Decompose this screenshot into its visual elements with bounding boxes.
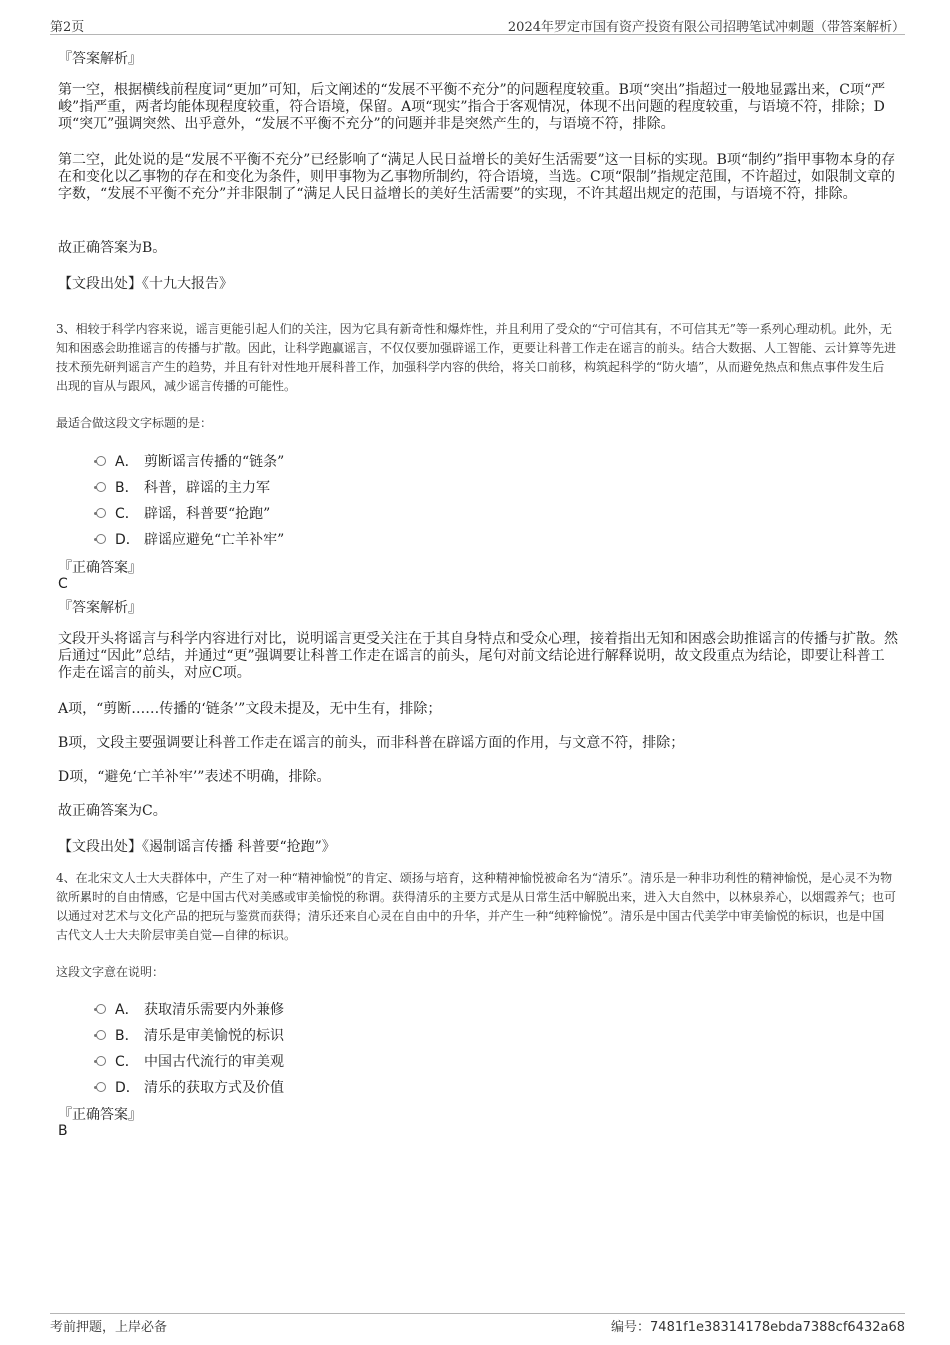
option-text: 辟谣应避免“亡羊补牢” [144, 532, 285, 548]
radio-icon[interactable] [96, 456, 106, 466]
q3-source: 【文段出处】《遏制谣言传播 科普要“抢跑”》 [58, 839, 336, 855]
q3-analysis-label: 『答案解析』 [58, 600, 142, 616]
q4-answer-label: 『正确答案』 [58, 1107, 142, 1123]
q3-analysis: 文段开头将谣言与科学内容进行对比，说明谣言更受关注在于其自身特点和受众心理，接着指出无知和困惑会助推谣言的传播与扩散。然后通过“因此”总结，并通过“更”强调要让科普工作走在谣言的前头，尾句对前文结论进行解释说明，故文段重点为结论，即要让科普工作走在谣言的前头，对应C项。 [58, 631, 898, 681]
q3-answer-label: 『正确答案』 [58, 560, 142, 576]
option-label: D． [115, 1080, 140, 1096]
q4-answer: B [58, 1123, 68, 1139]
radio-icon[interactable] [96, 534, 106, 544]
radio-icon[interactable] [96, 1056, 106, 1066]
q2-conclusion: 故正确答案为B。 [58, 240, 167, 256]
option-label: C． [115, 1054, 139, 1070]
option-text: 科普，辟谣的主力军 [144, 480, 270, 496]
footer-code [611, 1316, 905, 1335]
q2-source: 【文段出处】《十九大报告》 [58, 276, 233, 292]
option-label: C． [115, 506, 139, 522]
page-number: 第2页 [50, 20, 85, 35]
option-text: 获取清乐需要内外兼修 [144, 1002, 284, 1018]
option-label: B． [115, 480, 139, 496]
option-text: 辟谣，科普要“抢跑” [144, 506, 271, 522]
q3-note-a: A项，“剪断……传播的‘链条’”文段未提及，无中生有，排除； [58, 701, 442, 717]
page-header [50, 16, 905, 35]
radio-icon[interactable] [96, 1082, 106, 1092]
option-text: 剪断谣言传播的“链条” [144, 454, 285, 470]
q4-stem: 这段文字意在说明： [56, 965, 165, 979]
document-title: 2024年罗定市国有资产投资有限公司招聘笔试冲刺题（带答案解析） [507, 20, 905, 35]
code-value: 7481f1e38314178ebda7388cf6432a68 [650, 1320, 905, 1335]
q3-stem: 最适合做这段文字标题的是： [56, 416, 213, 430]
option-label: D． [115, 532, 140, 548]
option-label: B． [115, 1028, 139, 1044]
q3-answer: C [58, 576, 68, 592]
q3-note-b: B项，文段主要强调要让科普工作走在谣言的前头，而非科普在辟谣方面的作用，与文意不符，排除； [58, 735, 685, 751]
radio-icon[interactable] [96, 1004, 106, 1014]
q3-conclusion: 故正确答案为C。 [58, 803, 167, 819]
q3-note-d: D项，“避免‘亡羊补牢’”表述不明确，排除。 [58, 769, 331, 785]
page-footer [50, 1313, 905, 1335]
footer-slogan: 考前押题，上岸必备 [50, 1320, 168, 1335]
code-label: 编号： [611, 1320, 651, 1335]
radio-icon[interactable] [96, 482, 106, 492]
option-text: 清乐是审美愉悦的标识 [144, 1028, 284, 1044]
option-label: A． [115, 1002, 139, 1018]
radio-icon[interactable] [96, 508, 106, 518]
option-text: 中国古代流行的审美观 [144, 1054, 284, 1070]
q2-analysis-para-1: 第一空，根据横线前程度词“更加”可知，后文阐述的“发展不平衡不充分”的问题程度较重。B项“突出”指超过一般地显露出来，C项“严峻”指严重，两者均能体现程度较重，符合语境，保留。A项“现实”指合于客观情况，体现不出问题的程度较重，与语境不符，排除；D项“突兀”强调突然、出乎意外，“发展不平衡不充分”的问题并非是突然产生的，与语境不符，排除。 [58, 82, 886, 132]
option-text: 清乐的获取方式及价值 [144, 1080, 284, 1096]
option-label: A． [115, 454, 139, 470]
q3-passage: 3、相较于科学内容来说，谣言更能引起人们的关注，因为它具有新奇性和爆炸性，并且利用了受众的“宁可信其有，不可信其无”等一系列心理动机。此外，无知和困惑会助推谣言的传播与扩散。因此，让科学跑赢谣言，不仅仅要加强辟谣工作，更要让科普工作走在谣言的前头。结合大数据、人工智能、云计算等先进技术预先研判谣言产生的趋势，并且有针对性地开展科普工作，加强科学内容的供给，将关口前移，构筑起科学的“防火墙”，从而避免热点和焦点事件发生后出现的盲从与跟风，减少谣言传播的可能性。 [56, 322, 897, 393]
q2-analysis-label: 『答案解析』 [58, 51, 142, 67]
q2-analysis-para-2: 第二空，此处说的是“发展不平衡不充分”已经影响了“满足人民日益增长的美好生活需要”这一目标的实现。B项“制约”指甲事物本身的存在和变化以乙事物的存在和变化为条件，则甲事物为乙事物所制约，符合语境，当选。C项“限制”指规定范围，不许超过，如限制文章的字数，“发展不平衡不充分”并非限制了“满足人民日益增长的美好生活需要”的实现，不许其超出规定的范围，与语境不符，排除。 [58, 152, 896, 202]
radio-icon[interactable] [96, 1030, 106, 1040]
q4-passage: 4、在北宋文人士大夫群体中，产生了对一种“精神愉悦”的肯定、颂扬与培育，这种精神愉悦被命名为“清乐”。清乐是一种非功利性的精神愉悦，是心灵不为物欲所累时的自由情感，它是中国古代对美感或审美愉悦的称谓。获得清乐的主要方式是从日常生活中解脱出来，进入大自然中，以林泉养心，以烟霞养气；也可以通过对艺术与文化产品的把玩与鉴赏而获得；清乐还来自心灵在自由中的升华，并产生一种“纯粹愉悦”。清乐是中国古代美学中审美愉悦的标识，也是中国古代文人士大夫阶层审美自觉—自律的标识。 [56, 871, 897, 942]
